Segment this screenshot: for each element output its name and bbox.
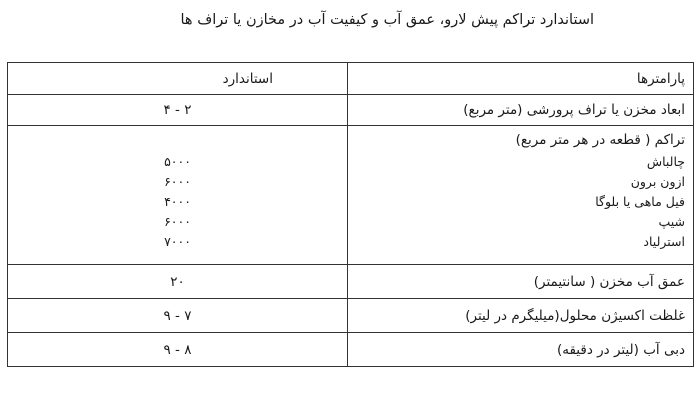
species-density: ۷۰۰۰	[164, 234, 191, 249]
species-density: ۶۰۰۰	[164, 174, 191, 189]
value-flow: ۸ - ۹	[8, 333, 348, 367]
table-row	[8, 95, 694, 126]
table-row	[8, 265, 694, 299]
document-title: استاندارد تراکم پیش لارو، عمق آب و کیفیت آب در مخازن یا تراف ها	[180, 12, 594, 28]
param-flow: دبی آب (لیتر در دقیقه)	[348, 333, 694, 367]
table-row	[8, 299, 694, 333]
param-density: تراکم ( قطعه در هر متر مربع)	[515, 132, 685, 148]
species-density: ۴۰۰۰	[164, 194, 191, 209]
value-density-cell	[8, 126, 348, 265]
param-density-cell	[348, 126, 694, 265]
species-name: چالباش	[646, 154, 685, 169]
species-density: ۵۰۰۰	[164, 154, 191, 169]
param-oxygen: غلظت اکسیژن محلول(میلیگرم در لیتر)	[348, 299, 694, 333]
species-density: ۶۰۰۰	[164, 214, 191, 229]
species-name: شیپ	[658, 214, 685, 229]
header-row	[8, 63, 694, 95]
value-area: ۲ - ۴	[8, 95, 348, 126]
species-name: استرلیاد	[643, 234, 685, 249]
table-row	[8, 333, 694, 367]
species-name: فیل ماهی یا بلوگا	[595, 194, 685, 209]
header-standard: استاندارد	[8, 63, 348, 95]
standards-table	[7, 62, 694, 367]
param-depth: عمق آب مخزن ( سانتیمتر)	[348, 265, 694, 299]
value-depth: ۲۰	[8, 265, 348, 299]
species-name: ازون برون	[630, 174, 685, 189]
header-parameters: پارامترها	[348, 63, 694, 95]
table-row	[8, 126, 694, 265]
param-area: ابعاد مخزن یا تراف پرورشی (متر مربع)	[348, 95, 694, 126]
value-oxygen: ۷ - ۹	[8, 299, 348, 333]
